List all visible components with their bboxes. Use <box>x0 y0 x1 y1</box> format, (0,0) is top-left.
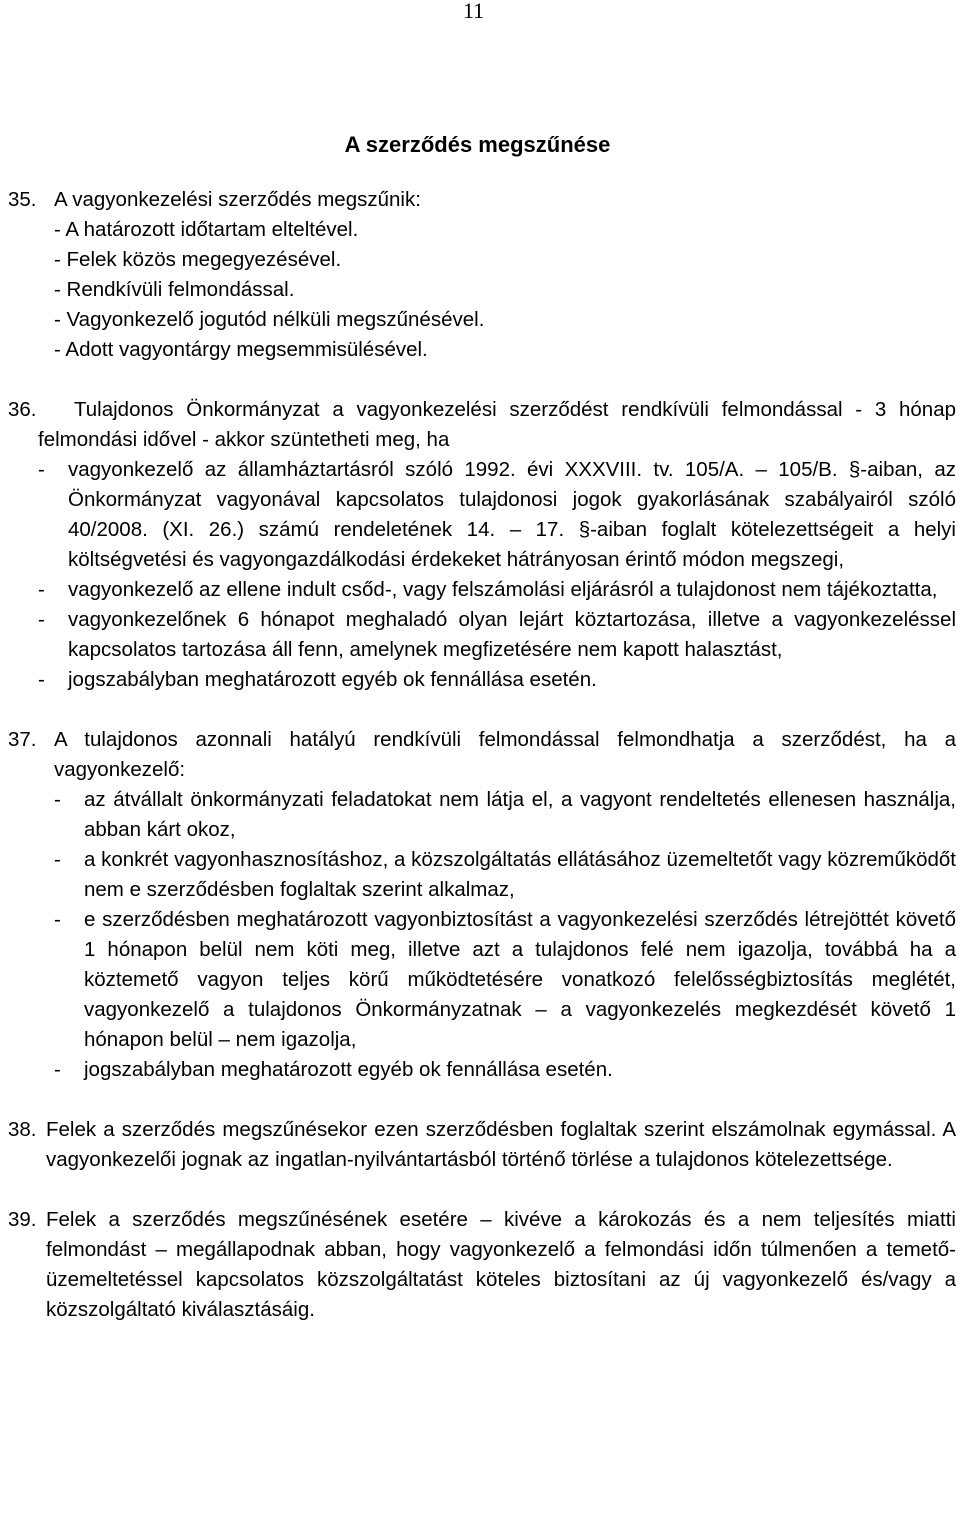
list-item <box>54 215 956 245</box>
clause-number: 39. <box>8 1208 37 1231</box>
clause-number: 37. <box>8 728 37 751</box>
list-item <box>54 1055 956 1085</box>
clause-35 <box>8 185 956 365</box>
list-item-text: vagyonkezelő az ellene indult csőd-, vagy felszámolási eljárásról a tulajdonost nem tájékoztatta, <box>68 578 938 601</box>
list-item-text: Felek közös megegyezésével. <box>66 248 342 271</box>
list-item <box>54 905 956 1055</box>
list-item-text: a konkrét vagyonhasznosításhoz, a közszolgáltatás ellátásához üzemeltetőt vagy közreműködőt nem e szerződésben foglaltak szerint alkalmaz, <box>84 848 956 901</box>
list-item <box>54 275 956 305</box>
dash: - <box>54 248 61 271</box>
list-item <box>54 245 956 275</box>
list-item <box>38 665 956 695</box>
list-item <box>54 785 956 845</box>
clause-intro: A vagyonkezelési szerződés megszűnik: <box>54 188 421 211</box>
dash: - <box>54 218 61 241</box>
dash: - <box>54 308 61 331</box>
list-item-text: Adott vagyontárgy megsemmisülésével. <box>65 338 428 361</box>
dash: - <box>54 908 61 931</box>
section-title: A szerződés megszűnése <box>344 132 611 157</box>
list-item <box>54 335 956 365</box>
clause-number: 35. <box>8 188 37 211</box>
list-item-text: e szerződésben meghatározott vagyonbiztosítást a vagyonkezelési szerződés létrejöttét követő 1 hónapon belül nem köti meg, illetve azt a tulajdonos felé nem igazolja, továbbá ha a köztemető vagyon teljes körű működtetésére vonatkozó felelősségbiztosítás meglétét, vagyonkezelő a tulajdonos Önkormányzatnak – a vagyonkezelés megkezdését követő 1 hónapon belül – nem igazolja, <box>84 908 956 1051</box>
list-item-text: jogszabályban meghatározott egyéb ok fennállása esetén. <box>68 668 597 691</box>
list-item <box>54 845 956 905</box>
list-item <box>38 605 956 665</box>
list-item <box>38 575 956 605</box>
list-item <box>38 455 956 575</box>
list-item-text: Vagyonkezelő jogutód nélküli megszűnésével. <box>66 308 485 331</box>
clause-37 <box>8 725 956 1085</box>
document-body <box>8 185 956 1355</box>
dash: - <box>38 458 45 481</box>
page-number: 11 <box>463 0 485 23</box>
list-item-text: Rendkívüli felmondással. <box>66 278 295 301</box>
clause-38 <box>8 1115 956 1175</box>
dash: - <box>38 668 45 691</box>
clause-text: Felek a szerződés megszűnésének esetére – kivéve a károkozás és a nem teljesítés miatti felmondást – megállapodnak abban, hogy vagyonkezelő a felmondási időn túlmenően a temető-üzemeltetéssel kapcsolatos közszolgáltatást köteles biztosítani az új vagyonkezelő és/vagy a közszolgáltató kiválasztásáig. <box>46 1208 956 1321</box>
condition-list <box>38 455 956 695</box>
clause-intro: Tulajdonos Önkormányzat a vagyonkezelési szerződést rendkívüli felmondással - 3 hónap felmondási idővel - akkor szüntetheti meg, ha <box>38 398 956 451</box>
list-item-text: vagyonkezelő az államháztartásról szóló 1992. évi XXXVIII. tv. 105/A. – 105/B. §-aiban, az Önkormányzat vagyonával kapcsolatos tulajdonosi jogok gyakorlásának szabályairól szóló 40/2008. (XI. 26.) számú rendeletének 14. – 17. §-aiban foglalt kötelezettségeit a helyi költségvetési és vagyongazdálkodási érdekeket hátrányosan érintő módon megszegi, <box>68 458 956 571</box>
clause-intro: A tulajdonos azonnali hatályú rendkívüli felmondással felmondhatja a szerződést, ha a vagyonkezelő: <box>54 728 956 781</box>
clause-text: Felek a szerződés megszűnésekor ezen szerződésben foglaltak szerint elszámolnak egymással. A vagyonkezelői jognak az ingatlan-nyilvántartásból történő törlése a tulajdonos kötelezettsége. <box>46 1118 956 1171</box>
condition-list <box>54 785 956 1085</box>
list-item-text: vagyonkezelőnek 6 hónapot meghaladó olyan lejárt köztartozása, illetve a vagyonkezeléssel kapcsolatos tartozása áll fenn, amelynek megfizetésére nem kapott halasztást, <box>68 608 956 661</box>
termination-list <box>54 215 956 365</box>
dash: - <box>54 278 61 301</box>
dash: - <box>54 338 61 361</box>
list-item-text: jogszabályban meghatározott egyéb ok fennállása esetén. <box>84 1058 613 1081</box>
clause-number: 38. <box>8 1118 37 1141</box>
dash: - <box>54 788 61 811</box>
clause-number: 36. <box>8 398 37 421</box>
clause-36 <box>8 395 956 695</box>
dash: - <box>38 578 45 601</box>
dash: - <box>38 608 45 631</box>
list-item-text: A határozott időtartam elteltével. <box>65 218 359 241</box>
list-item <box>54 305 956 335</box>
clause-39 <box>8 1205 956 1325</box>
list-item-text: az átvállalt önkormányzati feladatokat nem látja el, a vagyont rendeltetés ellenesen használja, abban kárt okoz, <box>84 788 956 841</box>
dash: - <box>54 1058 61 1081</box>
dash: - <box>54 848 61 871</box>
